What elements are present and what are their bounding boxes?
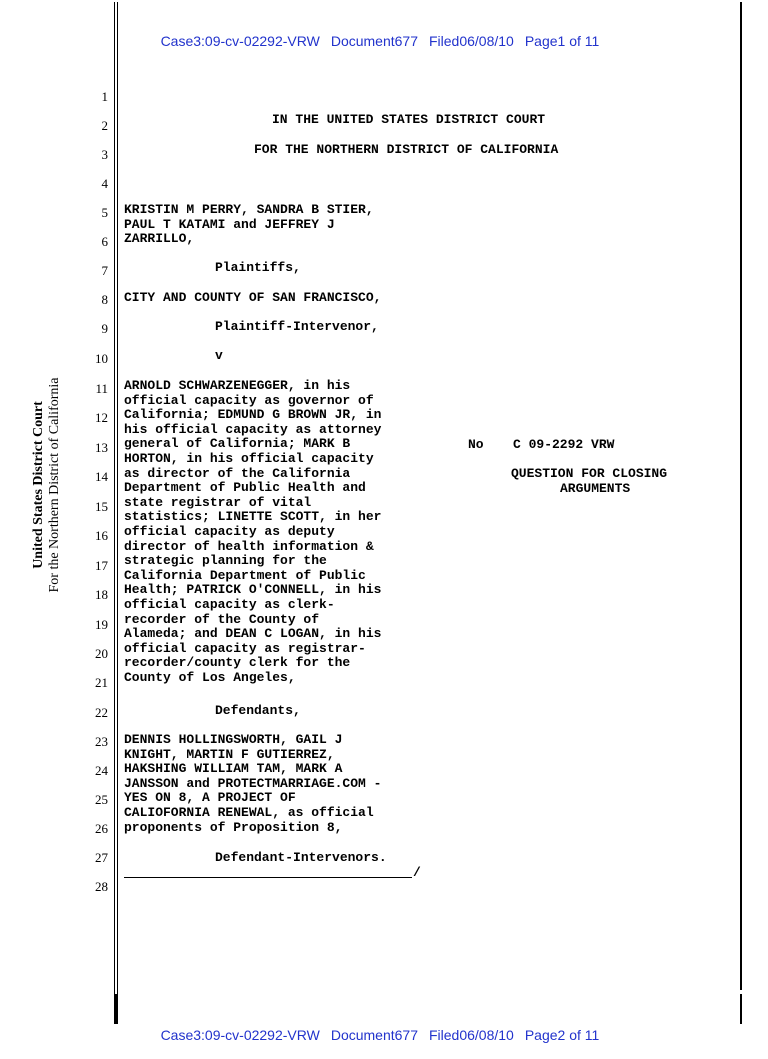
document-number-link[interactable]: Document677: [330, 33, 418, 49]
line-number: 22: [95, 705, 108, 720]
caption-underline: [124, 877, 412, 878]
document-title-line1: QUESTION FOR CLOSING: [511, 466, 668, 481]
line-number: 24: [95, 763, 108, 778]
court-title-line2: FOR THE NORTHERN DISTRICT OF CALIFORNIA: [254, 142, 559, 157]
filed-date: Filed06/08/10: [429, 33, 514, 49]
page-count: Page1 of 11: [524, 33, 600, 49]
line-number: 1: [101, 89, 108, 104]
right-margin-rule: [740, 2, 742, 990]
line-number: 19: [95, 617, 108, 632]
line-number: 17: [95, 558, 108, 573]
court-name: United States District Court: [31, 401, 46, 569]
left-margin-rule: [114, 2, 115, 1018]
line-number: 20: [95, 646, 108, 661]
line-number: 25: [95, 792, 108, 807]
next-page-left-rule: [114, 994, 118, 1024]
versus: v: [215, 348, 223, 363]
court-title-line1: IN THE UNITED STATES DISTRICT COURT: [272, 112, 546, 127]
caption-slash: /: [413, 865, 421, 880]
line-number: 14: [95, 469, 108, 484]
intervenor-label: Plaintiff-Intervenor,: [215, 319, 379, 334]
case-number-link[interactable]: Case3:09-cv-02292-VRW: [160, 1027, 320, 1043]
court-sidebar: [31, 377, 63, 592]
document-title-line2: ARGUMENTS: [560, 481, 631, 496]
line-number: 7: [101, 263, 108, 278]
line-number: 11: [95, 381, 108, 396]
line-number: 16: [95, 528, 108, 543]
line-number: 3: [101, 147, 108, 162]
plaintiffs-names: KRISTIN M PERRY, SANDRA B STIER, PAUL T KATAMI and JEFFREY J ZARRILLO,: [124, 202, 374, 247]
line-number: 5: [101, 205, 108, 220]
line-number: 27: [95, 850, 108, 865]
left-margin-rule-inner: [117, 2, 118, 1018]
line-number: 8: [101, 292, 108, 307]
defendant-intervenors-label: Defendant-Intervenors.: [215, 850, 387, 865]
case-number-link[interactable]: Case3:09-cv-02292-VRW: [160, 33, 320, 49]
line-number: 2: [101, 118, 108, 133]
line-number: 12: [95, 410, 108, 425]
document-number-link[interactable]: Document677: [330, 1027, 418, 1043]
line-number: 26: [95, 821, 108, 836]
plaintiffs-label: Plaintiffs,: [215, 260, 301, 275]
filing-header: [145, 17, 610, 65]
line-number: 6: [101, 234, 108, 249]
line-number: 18: [95, 587, 108, 602]
line-number: 9: [101, 321, 108, 336]
district-name: For the Northern District of California: [47, 377, 62, 593]
case-number-label: No: [468, 437, 484, 452]
case-number: C 09-2292 VRW: [513, 437, 615, 452]
line-number: 13: [95, 440, 108, 455]
defendant-intervenors-names: DENNIS HOLLINGSWORTH, GAIL J KNIGHT, MARTIN F GUTIERREZ, HAKSHING WILLIAM TAM, MARK A JANSSON and PROTECTMARRIAGE.COM - YES ON 8, A PROJECT OF CALIOFORNIA RENEWAL, as official proponents of Proposition 8,: [124, 732, 382, 835]
filing-header-next-page: [145, 1011, 610, 1059]
line-number: 15: [95, 499, 108, 514]
defendants-names: ARNOLD SCHWARZENEGGER, in his official capacity as governor of California; EDMUND G BROWN JR, in his official capacity as attorney general of California; MARK B HORTON, in his official capacity as director of the California Department of Public Health and state registrar of vital statistics; LINETTE SCOTT, in her official capacity as deputy director of health information & strategic planning for the California Department of Public Health; PATRICK O'CONNELL, in his official capacity as clerk- recorder of the County of Alameda; and DEAN C LOGAN, in his official capacity as registrar- recorder/county clerk for the County of Los Angeles,: [124, 378, 382, 685]
line-number: 4: [101, 176, 108, 191]
intervenor-name: CITY AND COUNTY OF SAN FRANCISCO,: [124, 290, 382, 305]
defendants-label: Defendants,: [215, 703, 301, 718]
line-number: 21: [95, 675, 108, 690]
filed-date: Filed06/08/10: [429, 1027, 514, 1043]
next-page-right-rule: [740, 994, 742, 1024]
line-number: 23: [95, 734, 108, 749]
line-number: 10: [95, 351, 108, 366]
page-count: Page2 of 11: [524, 1027, 600, 1043]
line-number: 28: [95, 879, 108, 894]
